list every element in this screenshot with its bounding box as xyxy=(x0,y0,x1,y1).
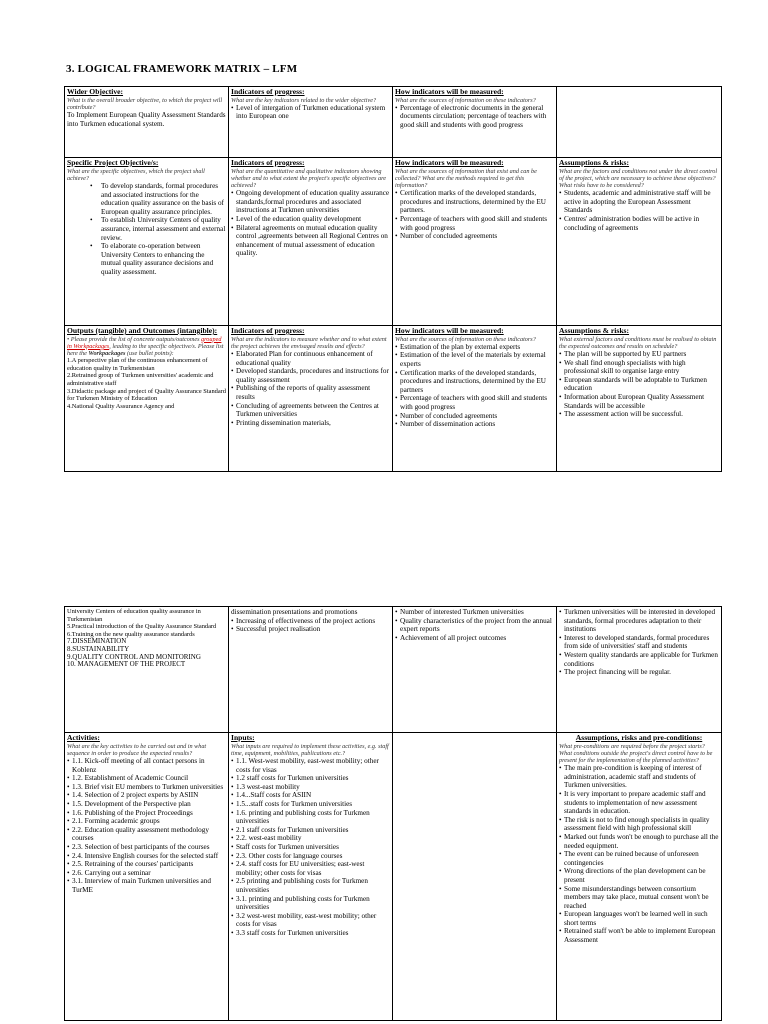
list-item: 4.National Quality Assurance Agency and xyxy=(67,402,175,410)
lfm-table-top xyxy=(64,86,722,472)
list-item: • 1.6. Publishing of the Project Proceedings xyxy=(67,809,226,818)
list-item: • Number of interested Turkmen universities xyxy=(395,608,554,617)
cell-heading: Assumptions, risks and pre-conditions: xyxy=(575,733,703,742)
cell-hint: What are the factors and conditions not under the direct control of the project, which are necessary to achieve these objectives? What risks have to be considered? xyxy=(559,167,718,189)
list-item: • The assessment action will be successful. xyxy=(559,410,719,419)
wider-objective-cell xyxy=(65,87,229,158)
bullet-list xyxy=(559,764,719,944)
cell-heading: Outputs (tangible) and Outcomes (intangible): xyxy=(67,326,218,335)
list-item: • Developed standards, procedures and instructions for quality assessment xyxy=(231,367,390,384)
list-item: • The project financing will be regular. xyxy=(559,668,719,677)
cell-heading: How indicators will be measured: xyxy=(395,158,504,167)
list-item: • Percentage of electronic documents in the general documents circulation; percentage of teachers with good skill and students with good progress xyxy=(395,104,554,130)
list-item: • Information about European Quality Assessment Standards will be accessible xyxy=(559,393,719,410)
activities-cell xyxy=(65,733,229,1021)
cell-hint: What are the sources of information on these indicators? xyxy=(395,96,536,104)
list-item: • Staff costs for Turkmen universities xyxy=(231,843,390,852)
outputs-row xyxy=(65,326,722,472)
list-item: • 3.1. printing and publishing costs for Turkmen universities xyxy=(231,895,390,912)
list-item: • European standards will be adoptable to Turkmen education xyxy=(559,376,719,393)
cell-heading: Indicators of progress: xyxy=(231,326,305,335)
list-item: 6.Training on the new quality assurance standards xyxy=(67,630,195,638)
cell-hint: What inputs are required to implement these activities, e.g. staff time, equipment, mobilities, publications etc.? xyxy=(231,742,389,757)
cell-hint: What are the key activities to be carried out and in what sequence in order to produce the expected results? xyxy=(67,742,207,757)
bullet-list xyxy=(395,104,554,130)
cell-heading: How indicators will be measured: xyxy=(395,326,504,335)
list-item: • 1.1. West-west mobility, east-west mobility; other costs for visas xyxy=(231,757,390,774)
list-item: 10. MANAGEMENT OF THE PROJECT xyxy=(67,660,186,669)
list-item: • Western quality standards are applicable for Turkmen conditions xyxy=(559,651,719,668)
list-item: • 1.3. Brief visit EU members to Turkmen universities xyxy=(67,783,226,792)
list-item: • 1.4...Staff costs for ASIIN xyxy=(231,791,390,800)
outputs-indicators-cell xyxy=(229,326,393,472)
list-item: • Percentage of teachers with good skill and students with good progress xyxy=(395,215,554,232)
bullet-list xyxy=(67,757,226,895)
cell-hint: What are the sources of information that exist and can be collected? What are the methods required to get this information? xyxy=(395,167,537,189)
outputs-measurement-cell xyxy=(393,326,557,472)
list-item: • 2.5. Retraining of the courses' participants xyxy=(67,860,226,869)
specific-assumptions-cell xyxy=(557,158,722,326)
list-item: • Retrained staff won't be able to implement European Assessment xyxy=(559,927,719,944)
cell-heading: Specific Project Objective/s: xyxy=(67,158,159,167)
bullet-list xyxy=(395,189,554,241)
outputs-continued-assumptions-cell xyxy=(557,607,722,733)
list-item: • 2.3. Selection of best participants of the courses xyxy=(67,843,226,852)
list-item: 5.Practical introduction of the Quality Assurance Standard xyxy=(67,623,217,631)
list-item: • Number of concluded agreements xyxy=(395,412,554,421)
list-item: • Centres' administration bodies will be active in concluding of agreements xyxy=(559,215,719,232)
list-item: University Centers of education quality assurance in Turkmenistan xyxy=(67,608,201,623)
list-item: • Percentage of teachers with good skill and students with good progress xyxy=(395,394,554,411)
workpackages-link-text: grouped in Workpackages xyxy=(67,335,222,350)
list-item: • Concluding of agreements between the Centres at Turkmen universities xyxy=(231,402,390,419)
outputs-continued-measurement-cell xyxy=(393,607,557,733)
outputs-list xyxy=(67,357,226,410)
list-item: • To elaborate co-operation between University Centers to enhancing the mutual quality assurance decisions and quality assessment. xyxy=(99,242,226,276)
cell-hint: What are the specific objectives, which the project shall achieve? xyxy=(67,167,205,182)
list-item: • Achievement of all project outcomes xyxy=(395,634,554,643)
outputs-note: • Please provide the list of concrete outputs/outcomes grouped in Workpackages, leading to the specific objective/s. Please list here the Workpackages (use bullet points): xyxy=(67,335,224,357)
bullet-list xyxy=(559,608,719,677)
list-item: • 2.1. Forming academic groups xyxy=(67,817,226,826)
list-item: • 2.6. Carrying out a seminar xyxy=(67,869,226,878)
activities-row xyxy=(65,733,722,1021)
list-item: • Interest to developed standards, formal procedures from side of universities' staff and students xyxy=(559,634,719,651)
list-item: 9.QUALITY CONTROL AND MONITORING xyxy=(67,652,201,661)
list-item: • Certification marks of the developed standards, procedures and instructions, determined by the EU partners. xyxy=(395,189,554,215)
specific-indicators-cell xyxy=(229,158,393,326)
cell-heading: Assumptions & risks: xyxy=(559,326,630,335)
cell-text: To Implement European Quality Assessment Standards into Turkmen educational system. xyxy=(67,111,226,128)
list-item: • The plan will be supported by EU partners xyxy=(559,350,719,359)
specific-measurement-cell xyxy=(393,158,557,326)
bullet-list xyxy=(395,343,554,429)
outputs-continued-row xyxy=(65,607,722,733)
list-item: • 1.6. printing and publishing costs for Turkmen universities xyxy=(231,809,390,826)
outputs-cell xyxy=(65,326,229,472)
list-item: • Printing dissemination materials, xyxy=(231,419,390,428)
cell-heading: Indicators of progress: xyxy=(231,158,305,167)
cell-hint: What are the key indicators related to the wider objective? xyxy=(231,96,377,104)
cell-heading: Assumptions & risks: xyxy=(559,158,630,167)
outputs-continued-cell xyxy=(65,607,229,733)
list-item: • Quality characteristics of the project from the annual expert reports xyxy=(395,617,554,634)
cell-heading: Activities: xyxy=(67,733,100,742)
outputs-continued-indicators-cell xyxy=(229,607,393,733)
list-item: • Elaborated Plan for continuous enhancement of educational quality xyxy=(231,350,390,367)
cell-text: dissemination presentations and promotions xyxy=(231,608,358,616)
inputs-cell xyxy=(229,733,393,1021)
bullet-list xyxy=(231,757,390,937)
cell-heading: How indicators will be measured: xyxy=(395,87,504,96)
outputs-assumptions-cell xyxy=(557,326,722,472)
list-item: • Certification marks of the developed standards, procedures and instructions, determined by the EU partners xyxy=(395,369,554,395)
list-item: 1.A perspective plan of the continuous enhancement of education quality in Turkmenistan xyxy=(67,357,208,372)
cell-heading: Inputs: xyxy=(231,733,255,742)
cell-heading: Wider Objective: xyxy=(67,87,124,96)
list-item: • 1.2. Establishment of Academic Council xyxy=(67,774,226,783)
list-item: • Some misunderstandings between consortium members may take place, mutual consent won't be reached xyxy=(559,885,719,911)
cell-hint: What external factors and conditions must be realised to obtain the expected outcomes and results on schedule? xyxy=(559,335,717,350)
cell-hint: What pre-conditions are required before the project starts? What conditions outside the project's direct control have to be present for the implementation of the planned activities? xyxy=(559,742,713,764)
cell-hint: What are the quantitative and qualitative indicators showing whether and to what extent the project's specific objectives are achieved? xyxy=(231,167,386,189)
list-item: • Wrong directions of the plan development can be present xyxy=(559,867,719,884)
list-item: • Bilateral agreements on mutual education quality control ,agreements between all Regional Centres on enhancement of mutual assessment of education quality. xyxy=(231,224,390,258)
list-item: • To develop standards, formal procedures and associated instructions for the education quality assurance on the basis of European quality assurance principles. xyxy=(99,182,226,216)
specific-objective-cell xyxy=(65,158,229,326)
list-item: • 1.4. Selection of 2 project experts by ASIIN xyxy=(67,791,226,800)
list-item: • To establish University Centers of quality assurance, internal assessment and external review. xyxy=(99,216,226,242)
bullet-list xyxy=(231,104,390,121)
list-item: 8.SUSTAINABILITY xyxy=(67,644,130,653)
list-item: • Marked out funds won't be enough to purchase all the needed equipment. xyxy=(559,833,719,850)
wider-indicators-cell xyxy=(229,87,393,158)
list-item: • Students, academic and administrative staff will be active in adopting the European Assessment Standards xyxy=(559,189,719,215)
list-item: • We shall find enough specialists with high professional skill to organise large entry xyxy=(559,359,719,376)
cell-hint: What are the indicators to measure whether and to what extent the project achieves the envisaged results and effects? xyxy=(231,335,387,350)
wider-objective-row xyxy=(65,87,722,158)
list-item: 3.Didactic package and project of Quality Assurance Standard for Turkmen Ministry of Education xyxy=(67,387,226,403)
bullet-list xyxy=(559,189,719,232)
list-item: • 2.1 staff costs for Turkmen universities xyxy=(231,826,390,835)
list-item: • 3.3 staff costs for Turkmen universities xyxy=(231,929,390,938)
list-item: • Ongoing development of education quality assurance standards,formal procedures and associated instructions at Turkmen universities xyxy=(231,189,390,215)
bullet-list xyxy=(231,617,390,634)
wider-measurement-cell xyxy=(393,87,557,158)
specific-objective-row xyxy=(65,158,722,326)
list-item: • 2.3. Other costs for language courses xyxy=(231,852,390,861)
list-item: • Estimation of the plan by external experts xyxy=(395,343,554,352)
list-item: 7.DISSEMINATION xyxy=(67,637,127,646)
list-item: • Turkmen universities will be interested in developed standards, formal procedures adaptation to their institutions xyxy=(559,608,719,634)
list-item: • 3.2 west-west mobility, east-west mobility; other costs for visas xyxy=(231,912,390,929)
list-item: 2.Retrained group of Turkmen universities' academic and administrative staff xyxy=(67,372,214,387)
list-item: • The risk is not to find enough specialists in quality assessment field with high professional skill xyxy=(559,816,719,833)
list-item: • 1.1. Kick-off meeting of all contact persons in Koblenz xyxy=(67,757,226,774)
preconditions-cell xyxy=(557,733,722,1021)
cell-hint: What is the overall broader objective, to which the project will contribute? xyxy=(67,96,223,111)
cell-hint: What are the sources of information on these indicators? xyxy=(395,335,536,343)
list-item: • Increasing of effectiveness of the project actions xyxy=(231,617,390,626)
bullet-list xyxy=(559,350,719,419)
list-item: • It is very important to prepare academic staff and students to implementation of new assessment standards in education. xyxy=(559,790,719,816)
list-item: • Level of the education quality development xyxy=(231,215,390,224)
list-item: • 2.4. Intensive English courses for the selected staff xyxy=(67,852,226,861)
list-item: • 2.5 printing and publishing costs for Turkmen universities xyxy=(231,877,390,894)
cell-heading: Indicators of progress: xyxy=(231,87,305,96)
list-item: • European languages won't be learned well in such short terms xyxy=(559,910,719,927)
lfm-table-continued xyxy=(64,606,722,1021)
wider-empty-cell xyxy=(557,87,722,158)
list-item: • Publishing of the reports of quality assessment results xyxy=(231,384,390,401)
list-item: • Number of concluded agreements xyxy=(395,232,554,241)
list-item: • Successful project realisation xyxy=(231,625,390,634)
list-item: • Level of intergation of Turkmen educational system into European one xyxy=(231,104,390,121)
list-item: • 2.2. Education quality assessment methodology courses xyxy=(67,826,226,843)
list-item: • 1.5. Development of the Perspective plan xyxy=(67,800,226,809)
list-item: • 1.2 staff costs for Turkmen universities xyxy=(231,774,390,783)
page-title: 3. LOGICAL FRAMEWORK MATRIX – LFM xyxy=(66,63,298,75)
list-item: • 2.4. staff costs for EU universities; east-west mobility; other costs for visas xyxy=(231,860,390,877)
activities-empty-cell xyxy=(393,733,557,1021)
list-item: • 1.5...staff costs for Turkmen universities xyxy=(231,800,390,809)
list-item: • 1.3 west-east mobility xyxy=(231,783,390,792)
bullet-list xyxy=(395,608,554,642)
bullet-list xyxy=(231,189,390,258)
bullet-list xyxy=(231,350,390,427)
bullet-list xyxy=(67,182,226,277)
list-item: • The main pre-condition is keeping of interest of administration, academic staff and students of Turkmen universities. xyxy=(559,764,719,790)
list-item: • 3.1. Interview of main Turkmen universities and TurME xyxy=(67,877,226,894)
outputs-list-continued xyxy=(67,608,226,669)
list-item: • The event can be ruined because of unforeseen contingencies xyxy=(559,850,719,867)
list-item: • 2.2. west-east mobility xyxy=(231,834,390,843)
list-item: • Estimation of the level of the materials by external experts xyxy=(395,351,554,368)
list-item: • Number of dissemination actions xyxy=(395,420,554,429)
